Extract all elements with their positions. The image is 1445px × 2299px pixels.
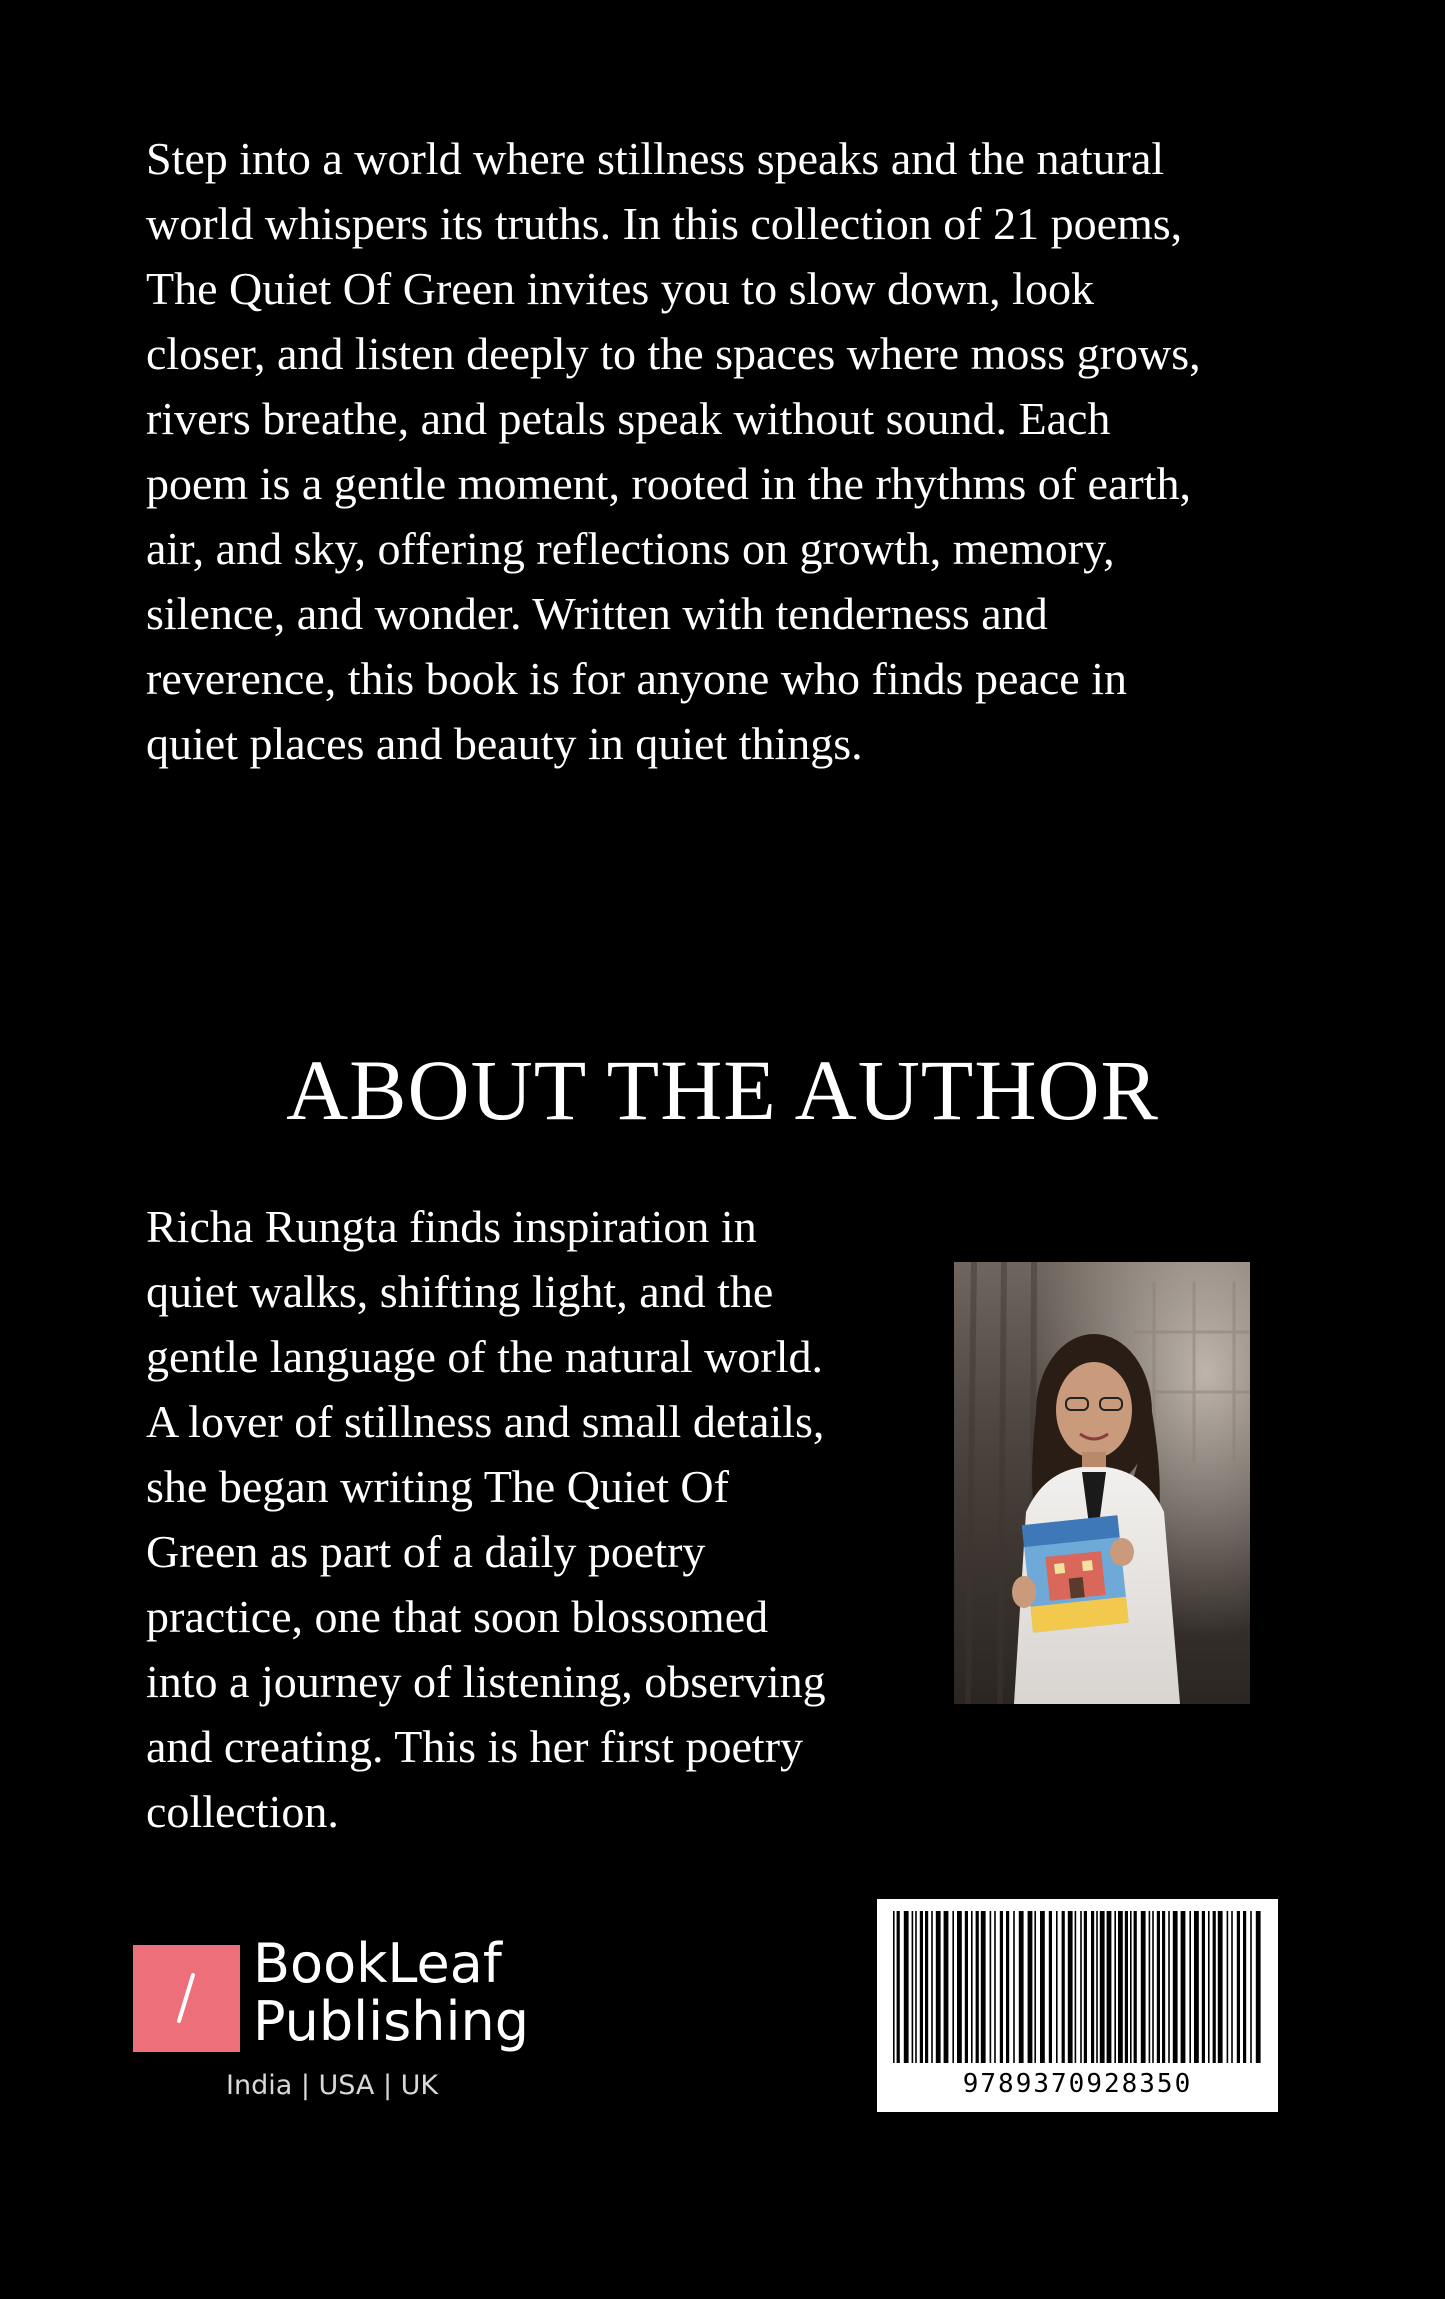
barcode-bar xyxy=(904,1911,909,2063)
barcode-bar xyxy=(1013,1911,1015,2063)
barcode-bar xyxy=(965,1911,968,2063)
barcode-bar xyxy=(1000,1911,1003,2063)
barcode-bar xyxy=(990,1911,992,2063)
author-bio: Richa Rungta finds inspiration in quiet walks, shifting light, and the gentle language of the natural world. A lover of stillness and small details, she began writing The Quiet Of Green as part of a daily poetry practice, one that soon blossomed into a journey of listening, observing and creating. This is her first poetry collection. xyxy=(146,1201,826,1837)
publisher-logo xyxy=(133,1932,553,2103)
barcode-bar xyxy=(1034,1911,1036,2063)
barcode-bar xyxy=(1237,1911,1240,2063)
barcode-bar xyxy=(1130,1911,1132,2063)
author-photo xyxy=(954,1262,1250,1704)
publisher-regions: India | USA | UK xyxy=(226,2070,439,2101)
barcode-bar xyxy=(981,1911,986,2063)
barcode-bar xyxy=(1162,1911,1165,2063)
barcode-bar xyxy=(971,1911,973,2063)
barcode-bar xyxy=(1062,1911,1065,2063)
barcode-bar xyxy=(1118,1911,1123,2063)
barcode-bar xyxy=(1202,1911,1205,2063)
barcode-bar xyxy=(944,1911,949,2063)
barcode-bar xyxy=(1243,1911,1246,2063)
barcode-bar xyxy=(925,1911,928,2063)
barcode-bar xyxy=(893,1911,895,2063)
barcode-bar xyxy=(931,1911,933,2063)
barcode-bar xyxy=(920,1911,923,2063)
barcode-bar xyxy=(1218,1911,1223,2063)
barcode-bar xyxy=(1028,1911,1033,2063)
barcode-bar xyxy=(1040,1911,1045,2063)
barcode-bar xyxy=(957,1911,962,2063)
barcode-bar xyxy=(936,1911,941,2063)
barcode-bar xyxy=(912,1911,914,2063)
barcode-bar xyxy=(915,1911,917,2063)
barcode-bar xyxy=(1189,1911,1191,2063)
barcode-bar xyxy=(976,1911,979,2063)
barcode-bar xyxy=(1157,1911,1160,2063)
barcode-bar xyxy=(1019,1911,1024,2063)
barcode-bar xyxy=(1049,1911,1052,2063)
barcode-bar xyxy=(1181,1911,1186,2063)
barcode-bar xyxy=(1096,1911,1098,2063)
barcode-bar xyxy=(1173,1911,1178,2063)
barcode-bar xyxy=(1231,1911,1233,2063)
barcode-bar xyxy=(1152,1911,1154,2063)
barcode-bar xyxy=(1114,1911,1116,2063)
barcode-bar xyxy=(1149,1911,1151,2063)
isbn-barcode xyxy=(877,1899,1278,2112)
barcode-bar xyxy=(1075,1911,1077,2063)
publisher-name: BookLeaf Publishing xyxy=(253,1932,529,2053)
barcode-bar xyxy=(1084,1911,1087,2063)
barcode-bar xyxy=(1194,1911,1199,2063)
barcode-bar xyxy=(1100,1911,1105,2063)
barcode-bar xyxy=(1091,1911,1094,2063)
barcode-bar xyxy=(1125,1911,1128,2063)
barcode-bar xyxy=(1168,1911,1170,2063)
barcode-bar xyxy=(1213,1911,1216,2063)
barcode-bar xyxy=(952,1911,954,2063)
barcode-bar xyxy=(1208,1911,1210,2063)
barcode-bar xyxy=(1256,1911,1261,2063)
barcode-bar xyxy=(1134,1911,1137,2063)
barcode-bar xyxy=(1141,1911,1146,2063)
isbn-number: 9789370928350 xyxy=(962,2069,1193,2099)
barcode-bar xyxy=(994,1911,996,2063)
barcode-bar xyxy=(1056,1911,1058,2063)
barcode-bar xyxy=(897,1911,900,2063)
barcode-bar xyxy=(1006,1911,1009,2063)
publisher-slash-mark xyxy=(133,1945,240,2052)
barcode-bar xyxy=(1080,1911,1082,2063)
barcode-bar xyxy=(1250,1911,1252,2063)
barcode-bar xyxy=(1227,1911,1229,2063)
barcode-bar xyxy=(1107,1911,1112,2063)
barcode-bar xyxy=(1068,1911,1073,2063)
back-cover-blurb: Step into a world where stillness speaks and the natural world whispers its truths. In this collection of 21 poems, The Quiet Of Green invites you to slow down, look closer, and listen deeply to the spaces where moss grows, rivers breathe, and petals speak without sound. Each poem is a gentle moment, rooted in the rhythms of earth, air, and sky, offering reflections on growth, memory, silence, and wonder. Written with tenderness and reverence, this book is for anyone who finds peace in quiet places and beauty in quiet things. xyxy=(146,133,1201,769)
about-author-heading: ABOUT THE AUTHOR xyxy=(286,1042,1159,1138)
